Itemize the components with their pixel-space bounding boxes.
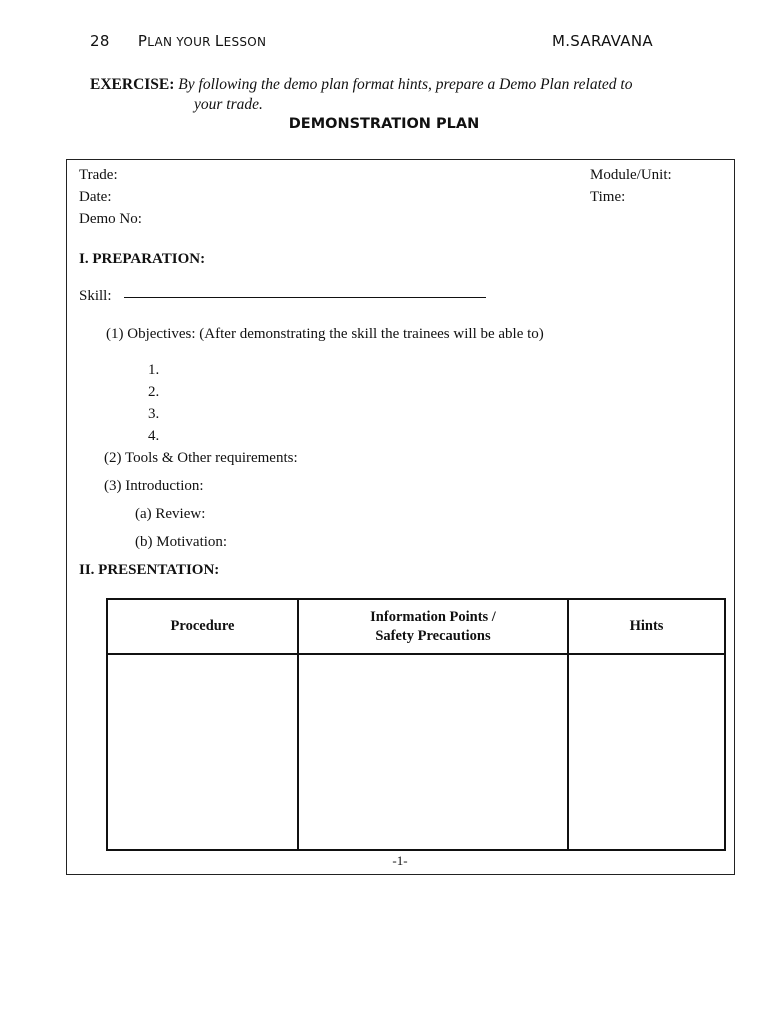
skill-blank-line bbox=[124, 297, 486, 298]
table-header-row bbox=[107, 599, 725, 654]
header-author: M.SARAVANA bbox=[552, 32, 653, 50]
presentation-table bbox=[106, 598, 726, 851]
objective-number: 2. bbox=[148, 384, 160, 400]
header-book-title: PLAN YOUR LESSON bbox=[137, 32, 267, 50]
procedure-header: Procedure bbox=[107, 599, 298, 654]
objective-number: 1. bbox=[148, 362, 160, 378]
objectives-text: (1) Objectives: (After demonstrating the skill the trainees will be able to) bbox=[106, 326, 544, 342]
demo-no-label: Demo No: bbox=[79, 211, 142, 227]
information-points-cell bbox=[298, 654, 568, 850]
procedure-cell bbox=[107, 654, 298, 850]
preparation-heading: I. PREPARATION: bbox=[79, 251, 206, 267]
objective-number: 4. bbox=[148, 428, 160, 444]
module-unit-label: Module/Unit: bbox=[590, 167, 672, 183]
exercise-text-1: By following the demo plan format hints, prepare a Demo Plan related to bbox=[178, 76, 633, 93]
hints-header: Hints bbox=[568, 599, 725, 654]
information-points-header-line-1: Information Points / bbox=[370, 608, 496, 625]
information-points-header bbox=[298, 599, 568, 654]
page-footer-label: -1- bbox=[392, 853, 408, 868]
running-header-left bbox=[90, 32, 266, 50]
introduction-label: (3) Introduction: bbox=[104, 478, 204, 494]
document-title: DEMONSTRATION PLAN bbox=[288, 116, 480, 132]
exercise-line-1 bbox=[90, 76, 632, 94]
table-row bbox=[107, 654, 725, 850]
presentation-heading: II. PRESENTATION: bbox=[79, 562, 220, 578]
hints-cell bbox=[568, 654, 725, 850]
motivation-label: (b) Motivation: bbox=[135, 534, 228, 550]
information-points-header-line-2: Safety Precautions bbox=[375, 627, 491, 644]
tools-label: (2) Tools & Other requirements: bbox=[104, 450, 298, 466]
skill-label: Skill: bbox=[79, 288, 112, 304]
exercise-text-2: your trade. bbox=[194, 96, 263, 113]
trade-label: Trade: bbox=[79, 167, 118, 183]
objective-number: 3. bbox=[148, 406, 160, 422]
date-label: Date: bbox=[79, 189, 112, 205]
review-label: (a) Review: bbox=[135, 506, 206, 522]
exercise-label: EXERCISE: bbox=[90, 76, 175, 93]
time-label: Time: bbox=[590, 189, 626, 205]
header-page-number: 28 bbox=[90, 32, 110, 50]
